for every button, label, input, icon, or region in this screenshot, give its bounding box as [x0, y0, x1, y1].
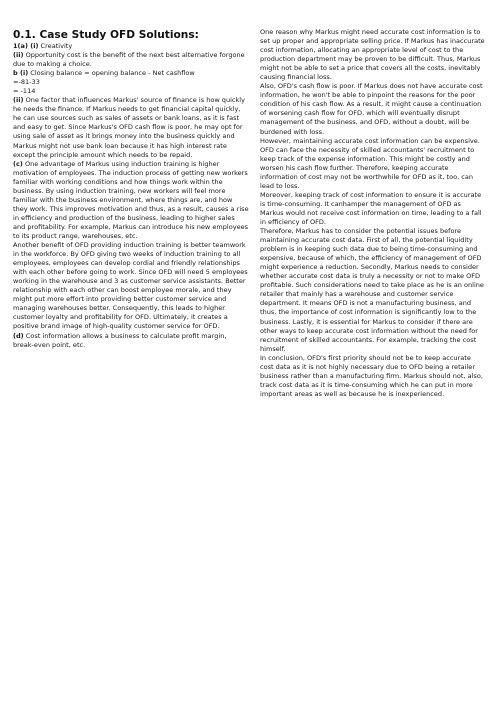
answer-text: =-81-33	[13, 78, 40, 87]
answer-paragraph	[13, 69, 249, 78]
question-label: b (i)	[13, 69, 29, 78]
question-label: (c)	[13, 159, 23, 168]
question-label: 1(a) (i)	[13, 42, 39, 50]
answer-paragraph	[13, 78, 249, 87]
question-label: (ii)	[13, 96, 24, 105]
question-label: (d)	[13, 331, 24, 340]
answer-text: Opportunity cost is the benefit of the next best alternative forgone due to making a choice.	[13, 51, 245, 69]
discussion-paragraph: Therefore, Markus has to consider the potential issues before maintaining accurate cost data. First of all, the potential liquidity problem is in keeping such data due to being time-consuming and expensive, because of which, the efficiency of management of OFD might experience a reduction. Secondly, Markus needs to consider whether accurate cost data is truly a necessity or not to make OFD profitable. Such considerations need to take place as he is an online retailer that mainly has a warehouse and customer service department. It means OFD is not a manufacturing business, and thus, the importance of cost information is significantly low to the business. Lastly, it is essential for Markus to consider if there are other ways to keep accurate cost information without the need for recruitment of skilled accountants. For example, tracking the cost himself.	[260, 227, 484, 353]
answer-paragraph	[13, 42, 249, 51]
discussion-paragraph: Moreover, keeping track of cost information to ensure it is accurate is time-consuming. It canhamper the management of OFD as Markus would not receive cost information on time, leading to a fall in efficiency of OFD.	[260, 190, 482, 226]
discussion-paragraph: One reason why Markus might need accurate cost information is to set up proper and appropriate selling price. If Markus has inaccurate cost information, allocating an appropriate level of cost to the production department may be proven to be difficult. Thus, Markus might not be able to set a price that covers all the costs, inevitably causing financial loss.	[260, 28, 485, 82]
answer-text: Another benefit of OFD providing induction training is better teamwork in the workforce. By OFD giving two weeks of induction training to all employees, employees can develop cordial and friendly relationships with each other before going to work. Since OFD will need 5 employees working in the warehouse and 3 as customer service assistants. Better relationship with each other can boost employee morale, and they might put more effort into providing better customer service and managing warehouses better. Consequently, this leads to higher customer loyalty and profitability for OFD. Ultimately, it creates a positive brand image of high-quality customer service for OFD.	[13, 241, 248, 331]
question-label: (ii)	[13, 51, 24, 60]
right-paragraphs	[260, 28, 486, 399]
answer-paragraph	[13, 96, 249, 159]
answer-paragraph	[13, 241, 249, 331]
answer-text: Cost information allows a business to calculate profit margin, break-even point, etc.	[13, 331, 227, 349]
answer-text: Creativity	[38, 42, 73, 50]
discussion-paragraph: However, maintaining accurate cost information can be expensive. OFD can face the necessity of skilled accountants' recruitment to keep track of the expense information. This might be costly and worsen his cash flow further. Therefore, keeping accurate information of cost may not be worthwhile for OFD as it, too, can lead to loss.	[260, 136, 480, 190]
answer-paragraph	[13, 160, 249, 241]
answer-text: One factor that influences Markus' source of finance is how quickly he needs the finance. If Markus needs to get financial capital quickly, he can use sources such as sales of assets or bank loans, as it is fast and easy to get. Since Markus's OFD cash flow is poor, he may opt for using sale of asset as it brings money into the business quickly and Markus might not use bank loan because it has high interest rate except the principle amount which needs to be repaid.	[13, 96, 246, 159]
left-paragraphs	[13, 42, 249, 350]
answer-text: Closing balance = opening balance - Net cashflow	[28, 69, 195, 78]
page-heading: 0.1. Case Study OFD Solutions:	[13, 29, 199, 41]
answer-text: = -114	[13, 87, 36, 96]
discussion-paragraph: Also, OFD's cash flow is poor. If Markus does not have accurate cost information, he won't be able to pinpoint the reasons for the poor condition of his cash flow. As a result, it might cause a continuation of worsening cash flow for OFD, which will eventually disrupt management of the business, and OFD, without a doubt, will be burdened with loss.	[260, 82, 483, 136]
answer-text: One advantage of Markus using induction training is higher motivation of employees. The induction process of getting new workers familiar with working conditions and how things work within the business. By using induction training, new workers will feel more familiar with the business environment, where things are, and how they work. This improves motivation and thus, as a result, causes a rise in efficiency and production of the business, leading to higher sales and profitability. For example, Markus can introduce his new employees to its product range, warehouses, etc.	[13, 159, 249, 240]
left-column	[13, 28, 249, 350]
discussion-paragraph: In conclusion, OFD's first priority should not be to keep accurate cost data as it is not highly necessary due to OFD being a retailer business rather than a manufacturing firm. Markus should not, also, track cost data as it is time-consuming which he can put in more important areas as well as because he is inexperienced.	[260, 353, 483, 398]
answer-paragraph	[13, 332, 249, 350]
answer-paragraph	[13, 51, 249, 69]
answer-paragraph	[13, 87, 249, 96]
right-column	[260, 28, 486, 399]
